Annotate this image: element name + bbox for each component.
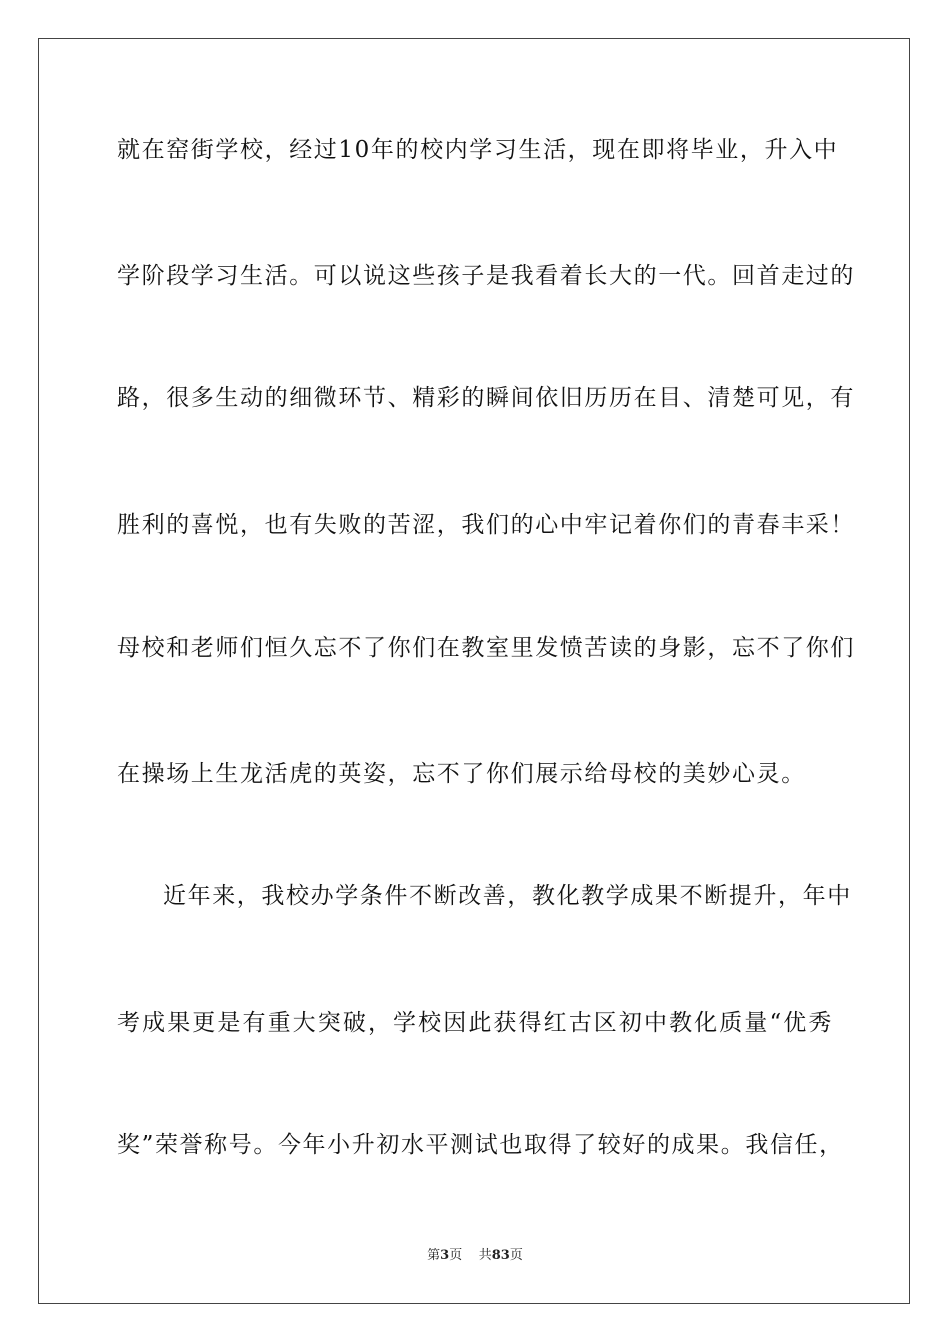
body-text-line-9: 奖”荣誉称号。今年小升初水平测试也取得了较好的成果。我信任，: [117, 1132, 844, 1158]
page-footer: [0, 1247, 950, 1265]
body-text-line-5: 母校和老师们恒久忘不了你们在教室里发愤苦读的身影，忘不了你们: [117, 635, 855, 661]
body-text-line-8: 考成果更是有重大突破，学校因此获得红古区初中教化质量“优秀: [117, 1010, 833, 1036]
total-prefix: 共: [478, 1248, 492, 1263]
page-border: [38, 38, 910, 1304]
page-number: 3: [440, 1248, 450, 1263]
body-text-line-1: 就在窑街学校，经过10年的校内学习生活，现在即将毕业，升入中: [117, 137, 839, 163]
body-text-line-7: 近年来，我校办学条件不断改善，教化教学成果不断提升，年中: [163, 883, 852, 909]
body-text-line-3: 路，很多生动的细微环节、精彩的瞬间依旧历历在目、清楚可见，有: [117, 385, 855, 411]
body-text-line-6: 在操场上生龙活虎的英姿，忘不了你们展示给母校的美妙心灵。: [117, 761, 806, 787]
body-text-line-4: 胜利的喜悦，也有失败的苦涩，我们的心中牢记着你们的青春丰采！: [117, 512, 855, 538]
total-suffix: 页: [509, 1248, 523, 1263]
page-suffix: 页: [449, 1248, 463, 1263]
body-text-line-2: 学阶段学习生活。可以说这些孩子是我看着长大的一代。回首走过的: [117, 263, 855, 289]
total-pages: 83: [491, 1248, 510, 1263]
page-prefix: 第: [427, 1248, 441, 1263]
